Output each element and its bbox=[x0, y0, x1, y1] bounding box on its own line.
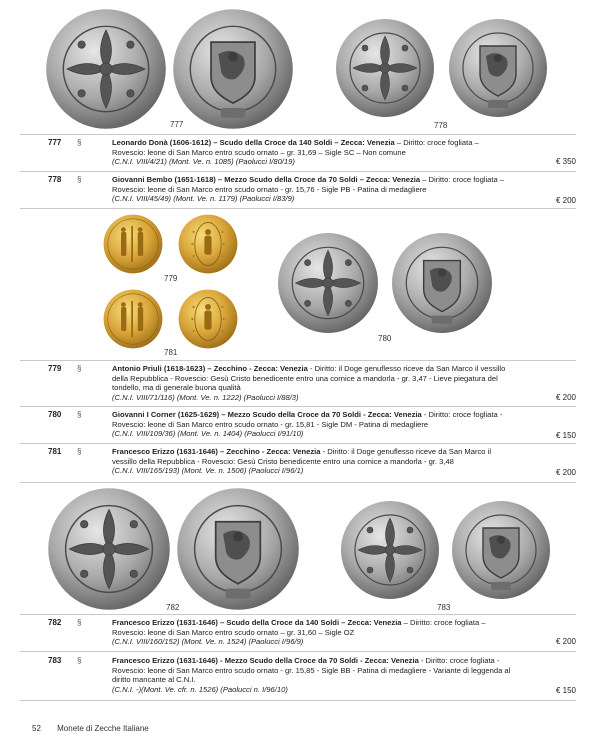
lot-description bbox=[112, 138, 512, 167]
coin-783-obverse bbox=[340, 500, 440, 600]
lot-body: – Diritto: croce fogliata – Rovescio: leone di San Marco entro scudo ornato – gr. 31,69 – Sigle SC – Non comune bbox=[112, 138, 479, 157]
lot-price: € 150 bbox=[555, 686, 576, 695]
lot-body: - Diritto: croce fogliata - Rovescio: leone di San Marco entro scudo ornato - gr. 15,81 - Sigle DM - Patina di medagliere bbox=[112, 410, 503, 429]
lot-number: 781 bbox=[48, 447, 62, 456]
lot-title: Francesco Erizzo (1631-1646) – Zecchino - Zecca: Venezia bbox=[112, 447, 321, 456]
lot-description bbox=[112, 656, 512, 694]
divider bbox=[20, 651, 576, 652]
divider bbox=[20, 482, 576, 483]
lot-body: – Diritto: croce fogliata – Rovescio: leone di San Marco entro scudo ornato – gr. 31,60 – Sigle OZ bbox=[112, 618, 486, 637]
lot-779 bbox=[20, 364, 576, 406]
coin-779-obverse bbox=[103, 214, 163, 274]
lot-reference: (C.N.I. VIII/165/193) (Mont. Ve. n. 1506) (Paolucci I/96/1) bbox=[112, 466, 304, 476]
lot-title: Giovanni Bembo (1651-1618) – Mezzo Scudo della Croce da 70 Soldi – Zecca: Venezia bbox=[112, 175, 421, 184]
divider bbox=[20, 360, 576, 361]
lot-price: € 350 bbox=[555, 157, 576, 166]
coin-783-reverse bbox=[451, 500, 551, 600]
lot-reference: (C.N.I. VIII/45/49) (Mont. Ve. n. 1179) (Paolucci I/83/9) bbox=[112, 194, 295, 204]
lot-description bbox=[112, 364, 512, 402]
plate-label-782: 782 bbox=[166, 603, 180, 612]
divider bbox=[20, 171, 576, 172]
lot-body: – Diritto: croce fogliata – Rovescio: leone di San Marco entro scudo ornato - gr. 15,76 - Sigle PB - Patina di medagliere bbox=[112, 175, 505, 194]
gavel-icon: § bbox=[77, 447, 82, 456]
lot-title: Leonardo Donà (1606-1612) – Scudo della Croce da 140 Soldi – Zecca: Venezia bbox=[112, 138, 395, 147]
lot-number: 779 bbox=[48, 364, 62, 373]
coin-779-reverse bbox=[178, 214, 238, 274]
lot-number: 780 bbox=[48, 410, 62, 419]
lot-title: Antonio Priuli (1618-1623) – Zecchino - Zecca: Venezia bbox=[112, 364, 308, 373]
coin-780-obverse bbox=[277, 232, 379, 334]
lot-title: Francesco Erizzo (1631-1646) – Scudo della Croce da 140 Soldi – Zecca: Venezia bbox=[112, 618, 402, 627]
gavel-icon: § bbox=[77, 618, 82, 627]
coin-781-reverse bbox=[178, 289, 238, 349]
gavel-icon: § bbox=[77, 138, 82, 147]
lot-body: - Diritto: il Doge genuflesso riceve da San Marco il vessillo della Repubblica - Rovescio: Gesù Cristo benedicente entro una cornice a mandorla - gr. 3,47 - Lieve piegatura del tondello, ma di generale buona qualità bbox=[112, 364, 506, 393]
plate-label-777: 777 bbox=[170, 120, 184, 129]
page-footer bbox=[32, 724, 149, 733]
lot-description bbox=[112, 618, 512, 647]
plate-label-781: 781 bbox=[164, 348, 178, 357]
lot-reference: (C.N.I. VIII/160/152) (Mont. Ve. n. 1524) (Paolucci I/96/9) bbox=[112, 637, 304, 647]
lot-number: 783 bbox=[48, 656, 62, 665]
divider bbox=[20, 443, 576, 444]
coin-781-obverse bbox=[103, 289, 163, 349]
lot-782 bbox=[20, 618, 576, 650]
divider bbox=[20, 700, 576, 701]
lot-title: Giovanni I Corner (1625-1629) – Mezzo Scudo della Croce da 70 Soldi - Zecca: Venezia bbox=[112, 410, 422, 419]
coin-777-obverse bbox=[45, 8, 167, 130]
divider bbox=[20, 406, 576, 407]
divider bbox=[20, 208, 576, 209]
lot-body: - Diritto: il Doge genuflesso riceve da San Marco il vessillo della Repubblica - Rovescio: Gesù Cristo benedicente entro una cornice a mandorla - gr. 3,48 bbox=[112, 447, 492, 466]
lot-780 bbox=[20, 410, 576, 442]
lot-description bbox=[112, 410, 512, 439]
lot-number: 777 bbox=[48, 138, 62, 147]
coin-777-reverse bbox=[172, 8, 294, 130]
divider bbox=[20, 614, 576, 615]
gavel-icon: § bbox=[77, 364, 82, 373]
coin-778-reverse bbox=[448, 18, 548, 118]
lot-reference: (C.N.I. VIII/4/21) (Mont. Ve. n. 1085) (Paolucci I/80/19) bbox=[112, 157, 295, 167]
divider-top bbox=[20, 134, 576, 135]
lot-body: - Diritto: croce fogliata - Rovescio: leone di San Marco entro scudo ornato - gr. 15,85 - Sigle BB - Patina di medagliere - Variante di leggenda al diritto mancante al C.N.I. bbox=[112, 656, 511, 685]
lot-777 bbox=[20, 138, 576, 170]
lot-reference: (C.N.I. VIII/71/116) (Mont. Ve. n. 1222) (Paolucci I/88/3) bbox=[112, 392, 299, 402]
lot-reference: (C.N.I. -)(Mont. Ve. cfr. n. 1526) (Paolucci n. I/96/10) bbox=[112, 684, 288, 694]
coin-782-obverse bbox=[47, 487, 171, 611]
lot-number: 778 bbox=[48, 175, 62, 184]
page-number: 52 bbox=[32, 724, 41, 733]
lot-price: € 200 bbox=[555, 468, 576, 477]
lot-number: 782 bbox=[48, 618, 62, 627]
coin-778-obverse bbox=[335, 18, 435, 118]
plate-label-783: 783 bbox=[437, 603, 451, 612]
coin-780-reverse bbox=[391, 232, 493, 334]
lot-price: € 150 bbox=[555, 431, 576, 440]
gavel-icon: § bbox=[77, 656, 82, 665]
lot-781 bbox=[20, 447, 576, 479]
lot-description bbox=[112, 447, 512, 476]
footer-title: Monete di Zecche Italiane bbox=[57, 724, 149, 733]
plate-label-778: 778 bbox=[434, 121, 448, 130]
lot-783 bbox=[20, 656, 576, 698]
plate-label-780: 780 bbox=[378, 334, 392, 343]
gavel-icon: § bbox=[77, 175, 82, 184]
lot-778 bbox=[20, 175, 576, 207]
gavel-icon: § bbox=[77, 410, 82, 419]
lot-description bbox=[112, 175, 512, 204]
lot-price: € 200 bbox=[555, 196, 576, 205]
plate-label-779: 779 bbox=[164, 274, 178, 283]
lot-price: € 200 bbox=[555, 637, 576, 646]
lot-title: Francesco Erizzo (1631-1646) - Mezzo Scudo della Croce da 70 Soldi - Zecca: Venezia bbox=[112, 656, 419, 665]
coin-782-reverse bbox=[176, 487, 300, 611]
lot-reference: (C.N.I. VIII/109/36) (Mont. Ve. n. 1404) (Paolucci I/91/10) bbox=[112, 429, 304, 439]
lot-price: € 200 bbox=[555, 393, 576, 402]
